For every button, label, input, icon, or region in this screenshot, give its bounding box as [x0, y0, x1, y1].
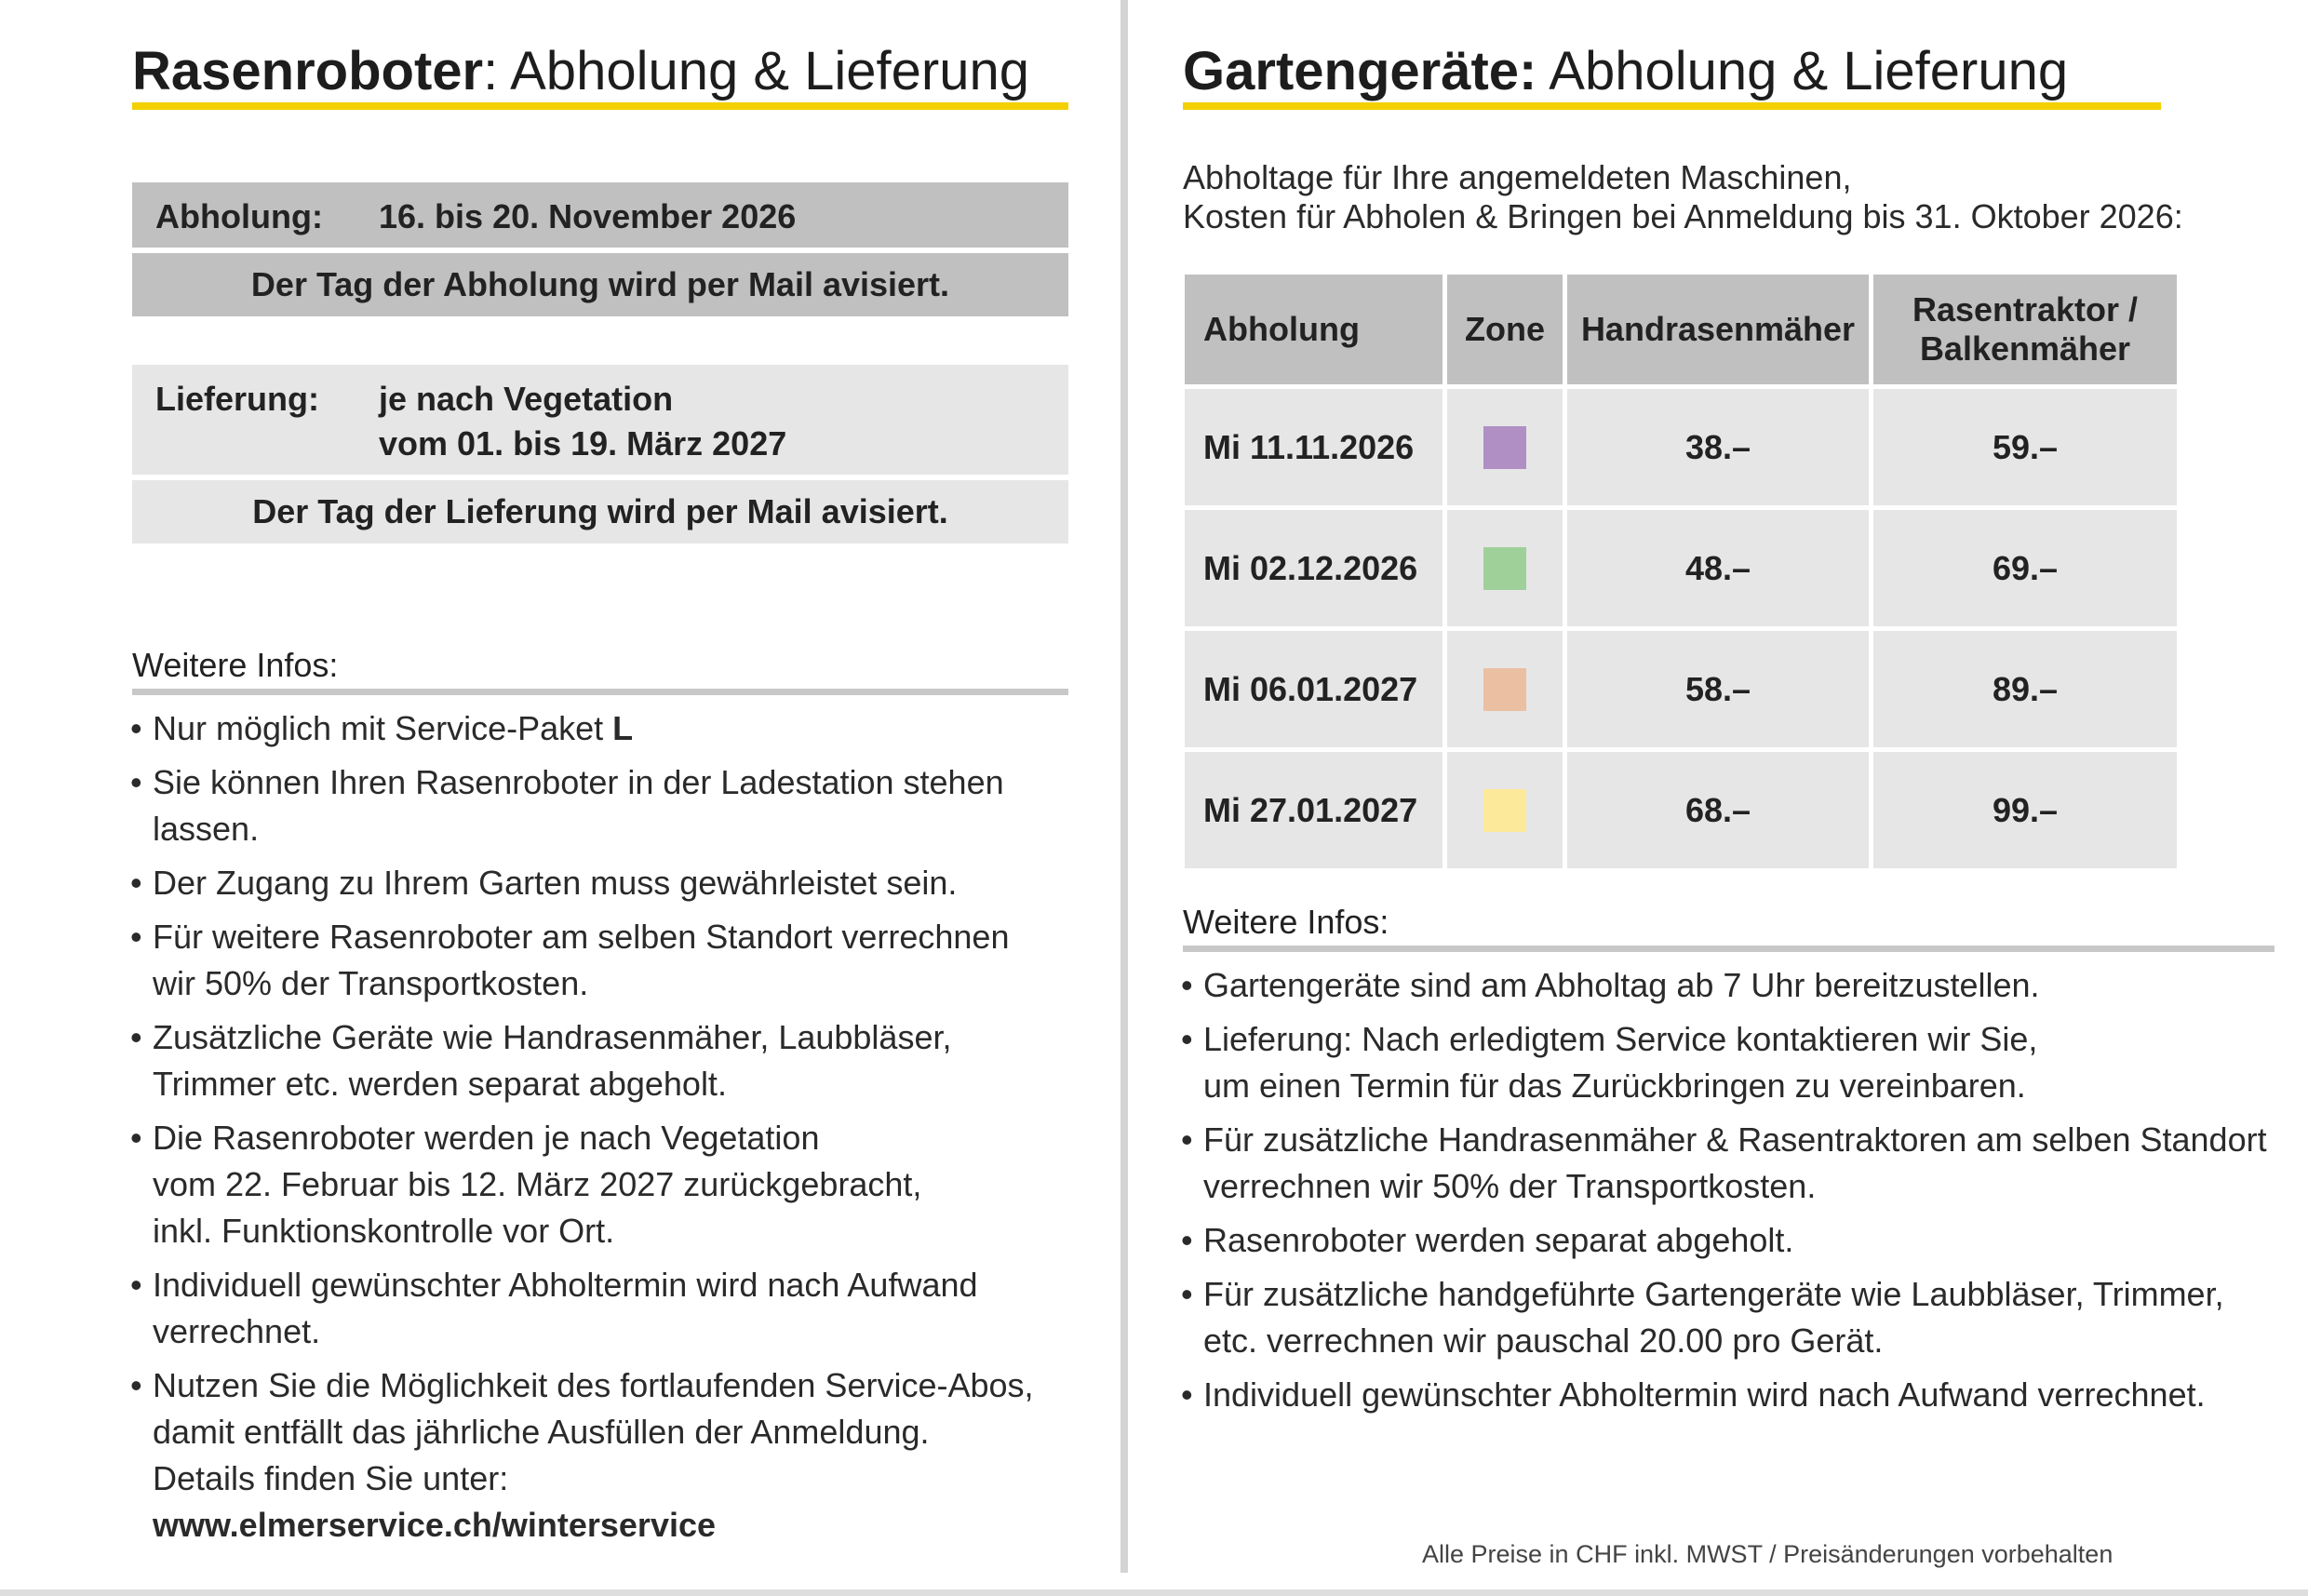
row-zone	[1447, 631, 1563, 747]
delivery-box	[132, 365, 1068, 475]
pickup-note-text: Der Tag der Abholung wird per Mail avisiert.	[250, 265, 950, 303]
header-zone: Zone	[1447, 275, 1563, 384]
list-item	[1181, 1016, 2298, 1109]
list-item-line: Trimmer etc. werden separat abgeholt.	[153, 1065, 727, 1103]
service-package-label: L	[612, 709, 634, 747]
winterservice-link[interactable]: www.elmerservice.ch/winterservice	[153, 1506, 717, 1544]
right-info-divider	[1183, 946, 2274, 952]
list-item-text: Der Zugang zu Ihrem Garten muss gewährleistet sein.	[153, 864, 958, 902]
bottom-bar	[0, 1589, 2308, 1596]
left-info-list	[130, 705, 1107, 1556]
delivery-value-line2: vom 01. bis 19. März 2027	[379, 424, 787, 463]
list-item-text: Rasenroboter werden separat abgeholt.	[1203, 1221, 1794, 1259]
list-item-line: wir 50% der Transportkosten.	[153, 964, 589, 1002]
column-divider	[1120, 0, 1128, 1573]
list-item	[1181, 1372, 2298, 1418]
right-page-title	[1183, 41, 2069, 101]
row-tractor-price: 59.–	[1873, 389, 2177, 505]
delivery-label: Lieferung:	[155, 380, 319, 418]
header-hand-mower: Handrasenmäher	[1567, 275, 1869, 384]
row-hand-price: 58.–	[1567, 631, 1869, 747]
left-info-header: Weitere Infos:	[132, 646, 339, 684]
row-zone	[1447, 389, 1563, 505]
list-item-line: damit entfällt das jährliche Ausfüllen der Anmeldung.	[153, 1413, 930, 1451]
list-item-line: verrechnen wir 50% der Transportkosten.	[1203, 1167, 1817, 1205]
zone-swatch	[1483, 668, 1526, 711]
list-item	[130, 1262, 1107, 1355]
list-item	[130, 860, 1107, 906]
delivery-note	[132, 480, 1068, 543]
row-zone	[1447, 752, 1563, 868]
zone-swatch	[1483, 547, 1526, 590]
row-tractor-price: 99.–	[1873, 752, 2177, 868]
price-footnote: Alle Preise in CHF inkl. MWST / Preisänderungen vorbehalten	[1422, 1540, 2113, 1568]
list-item-line: • Für weitere Rasenroboter am selben Standort verrechnen	[153, 918, 1010, 956]
list-item-line: • Individuell gewünschter Abholtermin wird nach Aufwand	[153, 1266, 978, 1304]
delivery-value-line1: je nach Vegetation	[379, 380, 674, 418]
right-info-header: Weitere Infos:	[1183, 903, 1389, 941]
pickup-box	[132, 182, 1068, 248]
list-item	[130, 1014, 1107, 1107]
list-item-line: • Zusätzliche Geräte wie Handrasenmäher, Laubbläser,	[153, 1018, 952, 1056]
row-hand-price: 68.–	[1567, 752, 1869, 868]
right-info-list	[1181, 962, 2298, 1426]
list-item	[1181, 1117, 2298, 1210]
list-item	[1181, 962, 2298, 1009]
list-item-line: verrechnet.	[153, 1312, 321, 1350]
list-item	[130, 759, 1107, 852]
header-tractor-line1: Rasentraktor /	[1912, 290, 2139, 329]
list-item-text: Individuell gewünschter Abholtermin wird nach Aufwand verrechnet.	[1203, 1375, 2206, 1414]
table-row	[1185, 389, 2177, 505]
list-item-line: etc. verrechnen wir pauschal 20.00 pro Gerät.	[1203, 1321, 1884, 1360]
list-item	[1181, 1217, 2298, 1264]
delivery-note-text: Der Tag der Lieferung wird per Mail avisiert.	[252, 492, 948, 530]
list-item-line: • Nutzen Sie die Möglichkeit des fortlaufenden Service-Abos,	[153, 1366, 1034, 1404]
table-row	[1185, 510, 2177, 626]
row-date: Mi 27.01.2027	[1185, 752, 1442, 868]
list-item	[130, 705, 1107, 752]
row-tractor-price: 69.–	[1873, 510, 2177, 626]
zone-swatch	[1483, 789, 1526, 832]
header-tractor-line2: Balkenmäher	[1919, 329, 2131, 368]
intro-line2: Kosten für Abholen & Bringen bei Anmeldung bis 31. Oktober 2026:	[1183, 197, 2183, 235]
left-title-underline	[132, 102, 1068, 110]
row-zone	[1447, 510, 1563, 626]
row-date: Mi 06.01.2027	[1185, 631, 1442, 747]
list-item-line: • Die Rasenroboter werden je nach Vegetation	[153, 1119, 820, 1157]
list-item-line: vom 22. Februar bis 12. März 2027 zurückgebracht,	[153, 1165, 922, 1203]
right-title-underline	[1183, 102, 2161, 110]
left-page-title	[132, 41, 1030, 101]
list-item	[130, 1362, 1107, 1549]
list-item-line: lassen.	[153, 810, 260, 848]
list-item-line: um einen Termin für das Zurückbringen zu vereinbaren.	[1203, 1066, 2026, 1105]
list-item-line: inkl. Funktionskontrolle vor Ort.	[153, 1212, 615, 1250]
list-item-line: • Sie können Ihren Rasenroboter in der Ladestation stehen	[153, 763, 1004, 801]
list-item-line: • Für zusätzliche Handrasenmäher & Rasentraktoren am selben Standort	[1203, 1120, 2267, 1159]
table-header-row	[1185, 275, 2177, 384]
table-row	[1185, 752, 2177, 868]
intro-line1: Abholtage für Ihre angemeldeten Maschinen,	[1183, 158, 1852, 196]
left-info-divider	[132, 689, 1068, 695]
right-title-bold: Gartengeräte:	[1183, 41, 1537, 101]
list-item	[130, 1115, 1107, 1254]
list-item	[130, 914, 1107, 1007]
left-title-bold: Rasenroboter	[132, 41, 484, 101]
row-date: Mi 02.12.2026	[1185, 510, 1442, 626]
pickup-value: 16. bis 20. November 2026	[379, 197, 797, 235]
row-hand-price: 48.–	[1567, 510, 1869, 626]
row-date: Mi 11.11.2026	[1185, 389, 1442, 505]
table-row	[1185, 631, 2177, 747]
intro-text	[1183, 158, 2183, 236]
list-item-text: Gartengeräte sind am Abholtag ab 7 Uhr bereitzustellen.	[1203, 966, 2040, 1004]
pickup-schedule-table	[1180, 270, 2181, 873]
left-title-rest: : Abholung & Lieferung	[483, 41, 1030, 101]
row-tractor-price: 89.–	[1873, 631, 2177, 747]
list-item-line: Details finden Sie unter:	[153, 1459, 509, 1497]
row-hand-price: 38.–	[1567, 389, 1869, 505]
zone-swatch	[1483, 426, 1526, 469]
pickup-label: Abholung:	[155, 197, 323, 235]
right-title-rest: Abholung & Lieferung	[1536, 41, 2069, 101]
list-item-text: Nur möglich mit Service-Paket	[153, 709, 613, 747]
list-item-line: • Für zusätzliche handgeführte Gartengeräte wie Laubbläser, Trimmer,	[1203, 1275, 2224, 1313]
list-item-line: • Lieferung: Nach erledigtem Service kontaktieren wir Sie,	[1203, 1020, 2038, 1058]
pickup-note	[132, 253, 1068, 316]
header-date: Abholung	[1185, 275, 1442, 384]
header-tractor	[1873, 275, 2177, 384]
list-item	[1181, 1271, 2298, 1364]
